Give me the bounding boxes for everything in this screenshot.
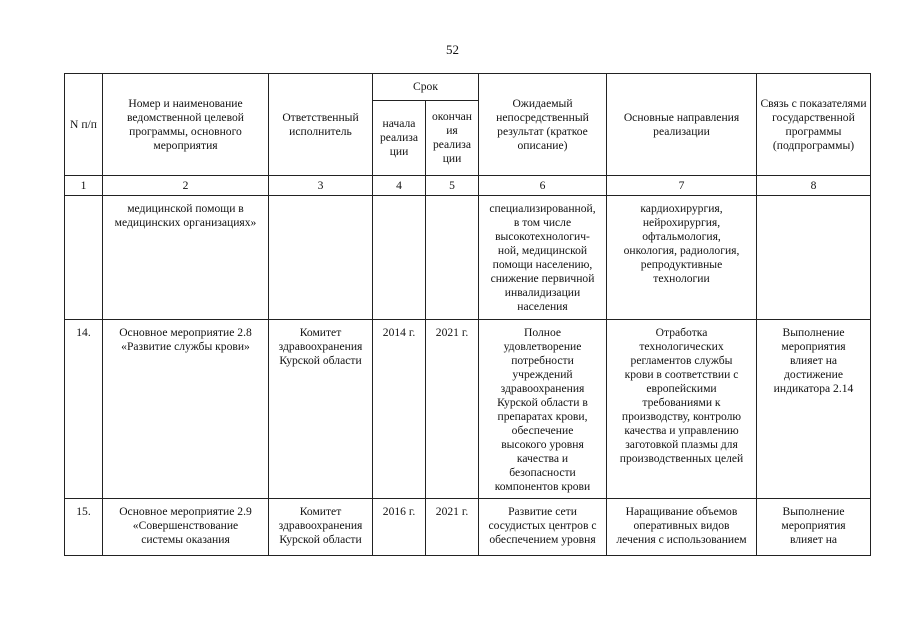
row-name <box>103 499 269 556</box>
cell-line: реализа <box>432 138 472 151</box>
cell-line: Комитет <box>299 326 342 339</box>
cell-line: реализа <box>379 131 419 144</box>
cell-line: ции <box>442 152 462 165</box>
cell-line: репродуктивные <box>640 258 723 271</box>
program-table <box>64 73 871 556</box>
cell-line: потребности <box>511 354 574 367</box>
header-col-directions: Основные направления реализации <box>607 74 757 176</box>
cell-line: лечения с использованием <box>616 533 747 546</box>
cell-line: ия <box>446 124 458 137</box>
cell-line: качества и <box>516 452 569 465</box>
row-link <box>757 499 871 556</box>
cell-line: влияет на <box>789 354 838 367</box>
cell-line: онкология, радиология, <box>623 244 740 257</box>
cell-line: высокотехнологич- <box>495 230 590 243</box>
cell-line: обеспечением уровня <box>489 533 596 546</box>
cell-line: здравоохранения <box>278 519 363 532</box>
row-directions <box>607 320 757 499</box>
cell-line: окончан <box>431 110 473 123</box>
cell-line: безопасности <box>509 466 576 479</box>
cell-line: сосудистых центров с <box>488 519 597 532</box>
cell-line: Курской области в <box>497 396 588 409</box>
row-end: 2021 г. <box>426 499 479 556</box>
cell-line: в том числе <box>513 216 572 229</box>
cell-line: мероприятия <box>781 519 846 532</box>
header-col-executor: Ответственный исполнитель <box>269 74 373 176</box>
row-start <box>373 196 426 320</box>
cell-line: системы оказания <box>141 533 230 546</box>
cell-line: технологии <box>653 272 710 285</box>
page-bottom-margin <box>0 566 905 640</box>
table-row <box>65 320 871 499</box>
cell-line: Комитет <box>299 505 342 518</box>
cell-line: «Развитие службы крови» <box>121 340 250 353</box>
cell-line: ной, медицинской <box>497 244 588 257</box>
header-col-link: Связь с показателями государственной программы (подпрограммы) <box>757 74 871 176</box>
cell-line: медицинской помощи в <box>127 202 244 215</box>
cell-line: Основное мероприятие 2.9 <box>119 505 252 518</box>
cell-line: Отработка <box>655 326 708 339</box>
cell-line: Выполнение <box>782 326 845 339</box>
column-number: 2 <box>103 176 269 196</box>
cell-line: достижение <box>784 368 843 381</box>
cell-line: удовлетворение <box>503 340 582 353</box>
cell-line: снижение первичной <box>490 272 595 285</box>
header-col-end <box>426 101 479 176</box>
row-name <box>103 320 269 499</box>
cell-line: качества и управлению <box>624 424 739 437</box>
column-number: 5 <box>426 176 479 196</box>
cell-line: учреждений <box>512 368 573 381</box>
cell-line: здравоохранения <box>278 340 363 353</box>
cell-line: Основное мероприятие 2.8 <box>119 326 252 339</box>
cell-line: медицинских организациях» <box>114 216 257 229</box>
header-col-result: Ожидаемый непосредственный результат (краткое описание) <box>479 74 607 176</box>
cell-line: заготовкой плазмы для <box>625 438 738 451</box>
cell-line: начала <box>382 117 416 130</box>
cell-line: Выполнение <box>782 505 845 518</box>
row-name <box>103 196 269 320</box>
cell-line: Развитие сети <box>508 505 577 518</box>
cell-line: компонентов крови <box>494 480 591 493</box>
cell-line: регламентов службы <box>630 354 733 367</box>
row-number: 15. <box>65 499 103 556</box>
column-number: 6 <box>479 176 607 196</box>
cell-line: оперативных видов <box>633 519 730 532</box>
cell-line: требованиями к <box>642 396 721 409</box>
cell-line: кардиохирургия, <box>640 202 723 215</box>
header-col-start <box>373 101 426 176</box>
cell-line: помощи населению, <box>492 258 593 271</box>
cell-line: индикатора 2.14 <box>773 382 854 395</box>
cell-line: производству, контролю <box>621 410 742 423</box>
row-start: 2016 г. <box>373 499 426 556</box>
column-numbers-row <box>65 176 871 196</box>
row-result <box>479 320 607 499</box>
row-result <box>479 499 607 556</box>
column-number: 7 <box>607 176 757 196</box>
cell-line: населения <box>517 300 568 313</box>
row-end: 2021 г. <box>426 320 479 499</box>
row-result <box>479 196 607 320</box>
cell-line: влияет на <box>789 533 838 546</box>
cell-line: инвалидизации <box>504 286 581 299</box>
header-col-name: Номер и наименование ведомственной целевой программы, основного мероприятия <box>103 74 269 176</box>
cell-line: ции <box>389 145 409 158</box>
cell-line: Курской области <box>279 354 362 367</box>
header-row <box>65 74 871 101</box>
cell-line: Полное <box>523 326 562 339</box>
page-number: 52 <box>446 42 459 57</box>
column-number: 8 <box>757 176 871 196</box>
cell-line: офтальмология, <box>642 230 721 243</box>
row-link <box>757 196 871 320</box>
row-number <box>65 196 103 320</box>
cell-line: технологических <box>639 340 724 353</box>
column-number: 3 <box>269 176 373 196</box>
cell-line: препаратах крови, <box>497 410 588 423</box>
cell-line: европейскими <box>646 382 717 395</box>
column-number: 1 <box>65 176 103 196</box>
cell-line: обеспечение <box>511 424 574 437</box>
row-link <box>757 320 871 499</box>
row-executor <box>269 196 373 320</box>
column-number: 4 <box>373 176 426 196</box>
header-term: Срок <box>373 74 479 101</box>
table-row <box>65 499 871 556</box>
cell-line: «Совершенствование <box>132 519 239 532</box>
cell-line: крови в соответствии с <box>624 368 739 381</box>
row-start: 2014 г. <box>373 320 426 499</box>
cell-line: нейрохирургия, <box>642 216 721 229</box>
row-end <box>426 196 479 320</box>
cell-line: производственных целей <box>619 452 744 465</box>
cell-line: Наращивание объемов <box>625 505 738 518</box>
row-number: 14. <box>65 320 103 499</box>
cell-line: высокого уровня <box>501 438 584 451</box>
cell-line: мероприятия <box>781 340 846 353</box>
row-directions <box>607 196 757 320</box>
row-executor <box>269 499 373 556</box>
cell-line: специализированной, <box>489 202 596 215</box>
header-col-number: N п/п <box>65 74 103 176</box>
cell-line: здравоохранения <box>500 382 585 395</box>
row-directions <box>607 499 757 556</box>
table-row <box>65 196 871 320</box>
cell-line: Курской области <box>279 533 362 546</box>
row-executor <box>269 320 373 499</box>
